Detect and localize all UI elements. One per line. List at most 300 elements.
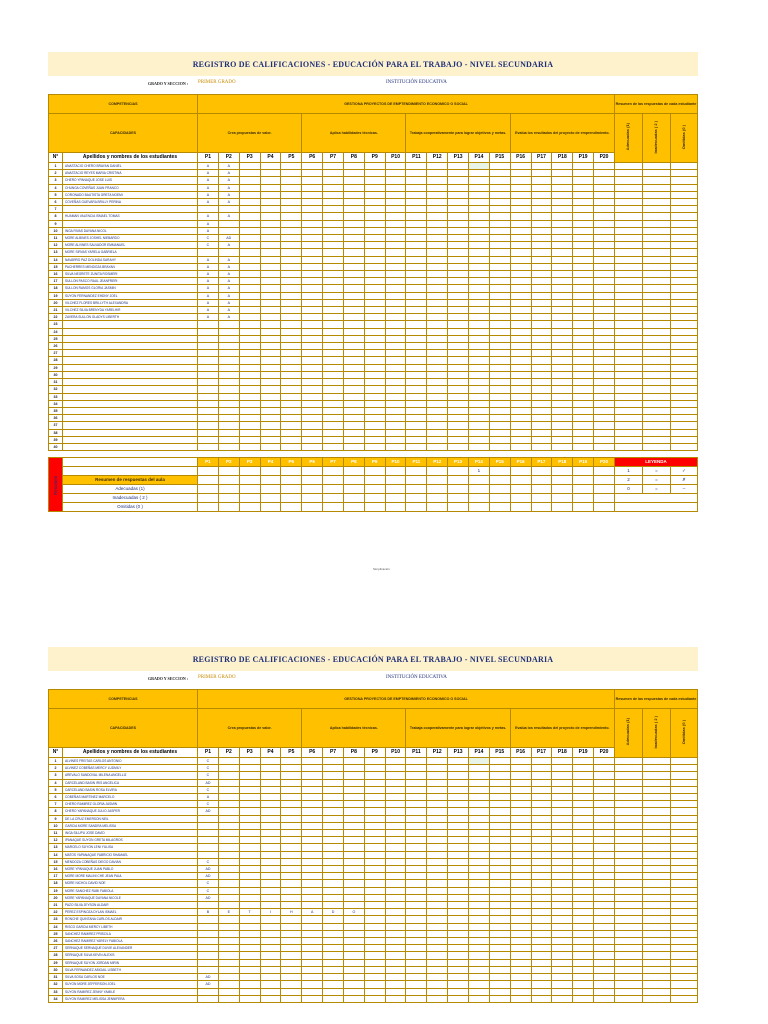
grade-cell[interactable] <box>594 429 615 436</box>
summary-value[interactable] <box>302 494 323 503</box>
grade-cell[interactable] <box>218 772 239 779</box>
summary-cell[interactable] <box>643 170 671 177</box>
summary-cell[interactable] <box>643 851 671 858</box>
grade-cell[interactable] <box>594 894 615 901</box>
grade-cell[interactable] <box>239 866 260 873</box>
summary-cell[interactable] <box>615 407 643 414</box>
grade-cell[interactable] <box>281 220 302 227</box>
grade-cell[interactable] <box>302 858 323 865</box>
grade-cell[interactable] <box>531 808 552 815</box>
grade-cell[interactable] <box>594 808 615 815</box>
grade-cell[interactable] <box>364 981 385 988</box>
grade-cell[interactable] <box>302 779 323 786</box>
grade-cell[interactable] <box>343 786 364 793</box>
grade-cell[interactable] <box>531 256 552 263</box>
summary-value[interactable] <box>218 503 239 512</box>
grade-cell[interactable] <box>552 765 573 772</box>
grade-cell[interactable] <box>531 285 552 292</box>
grade-cell[interactable] <box>510 952 531 959</box>
grade-cell[interactable] <box>406 227 427 234</box>
grade-cell[interactable] <box>198 959 219 966</box>
grade-cell[interactable] <box>448 357 469 364</box>
summary-value[interactable] <box>552 476 573 485</box>
grade-cell[interactable] <box>323 285 344 292</box>
summary-cell[interactable] <box>671 191 698 198</box>
summary-cell[interactable] <box>671 400 698 407</box>
summary-cell[interactable] <box>615 765 643 772</box>
grade-cell[interactable] <box>302 765 323 772</box>
grade-cell[interactable] <box>260 873 281 880</box>
grade-cell[interactable] <box>260 335 281 342</box>
grade-cell[interactable] <box>468 981 489 988</box>
grade-cell[interactable] <box>573 415 594 422</box>
grade-cell[interactable] <box>406 163 427 170</box>
grade-cell[interactable] <box>260 184 281 191</box>
grade-cell[interactable] <box>343 415 364 422</box>
grade-cell[interactable] <box>510 350 531 357</box>
grade-cell[interactable] <box>385 335 406 342</box>
grade-cell[interactable] <box>239 321 260 328</box>
grade-cell[interactable] <box>448 170 469 177</box>
grade-cell[interactable] <box>468 858 489 865</box>
grade-cell[interactable] <box>531 235 552 242</box>
summary-value[interactable] <box>489 476 510 485</box>
summary-cell[interactable] <box>615 227 643 234</box>
student-name[interactable]: COBEÑAS MARTINEZ MARCELO <box>63 794 198 801</box>
grade-cell[interactable] <box>323 350 344 357</box>
grade-cell[interactable] <box>239 858 260 865</box>
grade-cell[interactable] <box>448 386 469 393</box>
student-name[interactable]: VILCHEZ SILVA BRENYDA YARELHIR <box>63 307 198 314</box>
student-name[interactable]: SILVA FERNANDEZ ABIGAIL LISBETH <box>63 966 198 973</box>
summary-value[interactable] <box>552 494 573 503</box>
grade-cell[interactable] <box>594 292 615 299</box>
grade-cell[interactable] <box>531 213 552 220</box>
grade-cell[interactable] <box>281 938 302 945</box>
grade-cell[interactable] <box>385 278 406 285</box>
grade-cell[interactable] <box>594 199 615 206</box>
summary-value[interactable] <box>198 494 219 503</box>
grade-cell[interactable] <box>260 328 281 335</box>
grade-cell[interactable] <box>489 335 510 342</box>
summary-cell[interactable] <box>671 822 698 829</box>
grade-cell[interactable] <box>594 830 615 837</box>
grade-cell[interactable] <box>552 945 573 952</box>
grade-cell[interactable] <box>531 866 552 873</box>
grade-cell[interactable] <box>594 271 615 278</box>
grade-cell[interactable] <box>260 371 281 378</box>
grade-cell[interactable] <box>385 966 406 973</box>
grade-cell[interactable] <box>468 866 489 873</box>
grade-cell[interactable] <box>323 170 344 177</box>
grade-cell[interactable] <box>239 184 260 191</box>
grade-cell[interactable] <box>468 184 489 191</box>
grade-cell[interactable] <box>448 199 469 206</box>
grade-cell[interactable] <box>573 213 594 220</box>
summary-cell[interactable] <box>671 177 698 184</box>
grade-cell[interactable] <box>281 407 302 414</box>
grade-cell[interactable] <box>573 386 594 393</box>
summary-cell[interactable] <box>643 191 671 198</box>
grade-cell[interactable] <box>364 873 385 880</box>
grade-cell[interactable] <box>406 299 427 306</box>
grade-cell[interactable] <box>489 880 510 887</box>
grade-cell[interactable] <box>281 364 302 371</box>
grade-cell[interactable]: A <box>198 263 219 270</box>
grade-cell[interactable] <box>281 285 302 292</box>
grade-cell[interactable] <box>343 801 364 808</box>
summary-value[interactable] <box>281 476 302 485</box>
grade-cell[interactable] <box>594 779 615 786</box>
grade-cell[interactable] <box>510 801 531 808</box>
grade-cell[interactable] <box>239 350 260 357</box>
grade-cell[interactable] <box>323 199 344 206</box>
summary-cell[interactable] <box>615 772 643 779</box>
grade-cell[interactable] <box>489 959 510 966</box>
summary-cell[interactable] <box>615 873 643 880</box>
grade-cell[interactable] <box>448 851 469 858</box>
grade-cell[interactable] <box>385 930 406 937</box>
grade-cell[interactable] <box>281 981 302 988</box>
grade-cell[interactable] <box>364 321 385 328</box>
grade-cell[interactable] <box>427 386 448 393</box>
grade-cell[interactable] <box>323 163 344 170</box>
grade-cell[interactable] <box>594 206 615 213</box>
grade-cell[interactable] <box>385 343 406 350</box>
grade-cell[interactable] <box>552 191 573 198</box>
grade-cell[interactable] <box>281 765 302 772</box>
grade-cell[interactable] <box>531 400 552 407</box>
grade-cell[interactable] <box>448 873 469 880</box>
grade-cell[interactable] <box>302 177 323 184</box>
grade-cell[interactable] <box>427 930 448 937</box>
grade-cell[interactable] <box>239 299 260 306</box>
student-name[interactable]: SULLON RAMOS GLORIA JASMIN <box>63 285 198 292</box>
grade-cell[interactable] <box>531 830 552 837</box>
grade-cell[interactable] <box>573 830 594 837</box>
grade-cell[interactable] <box>239 199 260 206</box>
grade-cell[interactable] <box>198 321 219 328</box>
summary-cell[interactable] <box>671 335 698 342</box>
summary-cell[interactable] <box>671 765 698 772</box>
grade-cell[interactable]: A <box>218 285 239 292</box>
grade-cell[interactable] <box>364 959 385 966</box>
grade-cell[interactable] <box>302 307 323 314</box>
grade-cell[interactable] <box>343 880 364 887</box>
grade-cell[interactable] <box>448 364 469 371</box>
grade-cell[interactable] <box>427 379 448 386</box>
grade-cell[interactable] <box>427 328 448 335</box>
grade-cell[interactable] <box>218 959 239 966</box>
grade-cell[interactable] <box>364 407 385 414</box>
grade-cell[interactable] <box>427 235 448 242</box>
summary-cell[interactable] <box>643 220 671 227</box>
grade-cell[interactable] <box>552 894 573 901</box>
grade-cell[interactable] <box>531 364 552 371</box>
grade-cell[interactable] <box>302 923 323 930</box>
grade-cell[interactable] <box>594 916 615 923</box>
grade-cell[interactable] <box>239 894 260 901</box>
grade-cell[interactable] <box>531 292 552 299</box>
grade-cell[interactable] <box>510 794 531 801</box>
grade-cell[interactable] <box>468 170 489 177</box>
grade-cell[interactable] <box>302 278 323 285</box>
grade-cell[interactable] <box>552 995 573 1002</box>
summary-cell[interactable] <box>615 844 643 851</box>
student-name[interactable] <box>63 364 198 371</box>
grade-cell[interactable] <box>573 292 594 299</box>
grade-cell[interactable] <box>406 815 427 822</box>
grade-cell[interactable] <box>239 364 260 371</box>
summary-cell[interactable] <box>643 285 671 292</box>
grade-cell[interactable] <box>323 830 344 837</box>
grade-cell[interactable] <box>323 894 344 901</box>
grade-cell[interactable] <box>531 436 552 443</box>
grade-cell[interactable] <box>406 386 427 393</box>
grade-cell[interactable] <box>489 851 510 858</box>
summary-cell[interactable] <box>615 952 643 959</box>
grade-cell[interactable] <box>489 779 510 786</box>
grade-cell[interactable] <box>343 386 364 393</box>
grade-cell[interactable] <box>239 271 260 278</box>
grade-cell[interactable] <box>468 407 489 414</box>
grade-cell[interactable] <box>239 794 260 801</box>
grade-cell[interactable] <box>343 314 364 321</box>
grade-cell[interactable] <box>385 191 406 198</box>
grade-cell[interactable] <box>489 227 510 234</box>
grade-cell[interactable] <box>343 779 364 786</box>
grade-cell[interactable]: AD <box>198 974 219 981</box>
grade-cell[interactable] <box>552 343 573 350</box>
grade-cell[interactable] <box>427 851 448 858</box>
grade-cell[interactable] <box>260 887 281 894</box>
grade-cell[interactable] <box>594 822 615 829</box>
summary-cell[interactable] <box>671 758 698 765</box>
grade-cell[interactable] <box>448 966 469 973</box>
grade-cell[interactable] <box>448 191 469 198</box>
grade-cell[interactable] <box>302 170 323 177</box>
summary-cell[interactable] <box>671 249 698 256</box>
summary-cell[interactable] <box>671 959 698 966</box>
grade-cell[interactable] <box>448 429 469 436</box>
grade-cell[interactable]: A <box>302 909 323 916</box>
summary-cell[interactable] <box>643 386 671 393</box>
grade-cell[interactable] <box>260 271 281 278</box>
grade-cell[interactable] <box>218 815 239 822</box>
grade-cell[interactable] <box>323 307 344 314</box>
summary-value[interactable] <box>427 476 448 485</box>
grade-cell[interactable] <box>323 815 344 822</box>
summary-value[interactable] <box>594 467 615 476</box>
summary-cell[interactable] <box>671 163 698 170</box>
grade-cell[interactable] <box>302 191 323 198</box>
grade-cell[interactable] <box>343 393 364 400</box>
grade-cell[interactable] <box>364 335 385 342</box>
grade-cell[interactable] <box>468 808 489 815</box>
grade-cell[interactable] <box>281 343 302 350</box>
grade-cell[interactable] <box>573 256 594 263</box>
grade-cell[interactable] <box>573 343 594 350</box>
summary-value[interactable] <box>448 467 469 476</box>
summary-cell[interactable] <box>671 285 698 292</box>
grade-cell[interactable] <box>448 765 469 772</box>
grade-cell[interactable] <box>531 837 552 844</box>
grade-cell[interactable] <box>302 866 323 873</box>
summary-cell[interactable] <box>643 400 671 407</box>
grade-cell[interactable] <box>302 988 323 995</box>
summary-cell[interactable] <box>671 988 698 995</box>
grade-cell[interactable] <box>594 343 615 350</box>
grade-cell[interactable] <box>510 916 531 923</box>
grade-cell[interactable] <box>385 988 406 995</box>
grade-cell[interactable] <box>385 794 406 801</box>
grade-cell[interactable] <box>218 981 239 988</box>
grade-cell[interactable] <box>406 808 427 815</box>
grade-cell[interactable] <box>281 443 302 450</box>
grade-cell[interactable] <box>239 256 260 263</box>
grade-cell[interactable] <box>218 894 239 901</box>
summary-cell[interactable] <box>643 808 671 815</box>
grade-cell[interactable] <box>260 292 281 299</box>
grade-cell[interactable] <box>552 443 573 450</box>
grade-cell[interactable] <box>552 786 573 793</box>
grade-cell[interactable] <box>510 830 531 837</box>
grade-cell[interactable] <box>427 844 448 851</box>
grade-cell[interactable] <box>489 887 510 894</box>
grade-cell[interactable] <box>364 894 385 901</box>
grade-cell[interactable] <box>260 407 281 414</box>
grade-cell[interactable] <box>406 400 427 407</box>
grade-cell[interactable] <box>343 765 364 772</box>
grade-cell[interactable] <box>302 393 323 400</box>
grade-cell[interactable] <box>594 415 615 422</box>
grade-cell[interactable] <box>427 393 448 400</box>
grade-cell[interactable] <box>239 422 260 429</box>
grade-cell[interactable] <box>573 945 594 952</box>
grade-cell[interactable] <box>573 923 594 930</box>
grade-cell[interactable] <box>281 321 302 328</box>
grade-cell[interactable] <box>489 407 510 414</box>
summary-cell[interactable] <box>671 184 698 191</box>
grade-cell[interactable] <box>343 815 364 822</box>
grade-cell[interactable] <box>489 357 510 364</box>
grade-cell[interactable] <box>323 191 344 198</box>
grade-cell[interactable] <box>260 321 281 328</box>
grade-cell[interactable] <box>489 321 510 328</box>
grade-cell[interactable] <box>323 952 344 959</box>
summary-cell[interactable] <box>671 902 698 909</box>
grade-cell[interactable] <box>448 350 469 357</box>
grade-cell[interactable] <box>385 199 406 206</box>
grade-cell[interactable] <box>510 443 531 450</box>
grade-cell[interactable] <box>198 364 219 371</box>
grade-cell[interactable] <box>427 779 448 786</box>
grade-cell[interactable] <box>448 271 469 278</box>
grade-cell[interactable] <box>239 177 260 184</box>
grade-cell[interactable] <box>531 880 552 887</box>
grade-cell[interactable] <box>406 930 427 937</box>
grade-cell[interactable] <box>239 386 260 393</box>
grade-cell[interactable] <box>239 292 260 299</box>
grade-cell[interactable] <box>406 822 427 829</box>
student-name[interactable]: PACHERRES MENDOZA BRAYAN <box>63 263 198 270</box>
grade-cell[interactable] <box>364 902 385 909</box>
grade-cell[interactable] <box>343 163 364 170</box>
student-name[interactable]: MORE YAPANAQUE DAYANA NICOLE <box>63 894 198 901</box>
grade-cell[interactable] <box>323 873 344 880</box>
grade-cell[interactable] <box>281 335 302 342</box>
grade-cell[interactable] <box>573 393 594 400</box>
grade-cell[interactable] <box>468 887 489 894</box>
summary-cell[interactable] <box>643 271 671 278</box>
summary-value[interactable] <box>531 485 552 494</box>
grade-cell[interactable] <box>323 916 344 923</box>
grade-cell[interactable] <box>218 808 239 815</box>
summary-cell[interactable] <box>643 256 671 263</box>
grade-cell[interactable] <box>489 170 510 177</box>
summary-cell[interactable] <box>643 227 671 234</box>
grade-cell[interactable] <box>364 844 385 851</box>
grade-cell[interactable] <box>468 379 489 386</box>
summary-cell[interactable] <box>671 393 698 400</box>
grade-cell[interactable] <box>218 851 239 858</box>
grade-cell[interactable] <box>448 436 469 443</box>
grade-cell[interactable] <box>218 887 239 894</box>
grade-cell[interactable] <box>281 184 302 191</box>
grade-cell[interactable] <box>239 938 260 945</box>
grade-cell[interactable] <box>364 837 385 844</box>
grade-cell[interactable] <box>489 436 510 443</box>
grade-cell[interactable] <box>239 945 260 952</box>
grade-cell[interactable] <box>427 191 448 198</box>
grade-cell[interactable] <box>385 866 406 873</box>
grade-cell[interactable] <box>510 909 531 916</box>
grade-cell[interactable] <box>343 995 364 1002</box>
student-name[interactable] <box>63 443 198 450</box>
grade-cell[interactable] <box>510 343 531 350</box>
grade-cell[interactable] <box>343 822 364 829</box>
grade-cell[interactable] <box>510 995 531 1002</box>
student-name[interactable]: INGA RIVAS DAYANA NICOL <box>63 227 198 234</box>
grade-cell[interactable] <box>343 873 364 880</box>
grade-cell[interactable] <box>510 191 531 198</box>
summary-cell[interactable] <box>615 436 643 443</box>
grade-cell[interactable] <box>385 422 406 429</box>
grade-cell[interactable] <box>552 249 573 256</box>
grade-cell[interactable] <box>552 393 573 400</box>
grade-cell[interactable] <box>510 902 531 909</box>
grade-cell[interactable] <box>468 177 489 184</box>
grade-cell[interactable] <box>531 822 552 829</box>
grade-cell[interactable] <box>343 988 364 995</box>
grade-cell[interactable] <box>531 938 552 945</box>
grade-cell[interactable] <box>489 902 510 909</box>
grade-cell[interactable] <box>468 945 489 952</box>
summary-cell[interactable] <box>615 415 643 422</box>
grade-cell[interactable] <box>427 177 448 184</box>
grade-cell[interactable] <box>385 386 406 393</box>
grade-cell[interactable] <box>448 837 469 844</box>
summary-cell[interactable] <box>615 328 643 335</box>
grade-cell[interactable] <box>448 758 469 765</box>
grade-cell[interactable] <box>468 235 489 242</box>
grade-cell[interactable] <box>385 995 406 1002</box>
grade-cell[interactable] <box>364 343 385 350</box>
grade-cell[interactable] <box>510 894 531 901</box>
grade-cell[interactable] <box>343 199 364 206</box>
grade-cell[interactable] <box>364 415 385 422</box>
summary-value[interactable] <box>406 503 427 512</box>
